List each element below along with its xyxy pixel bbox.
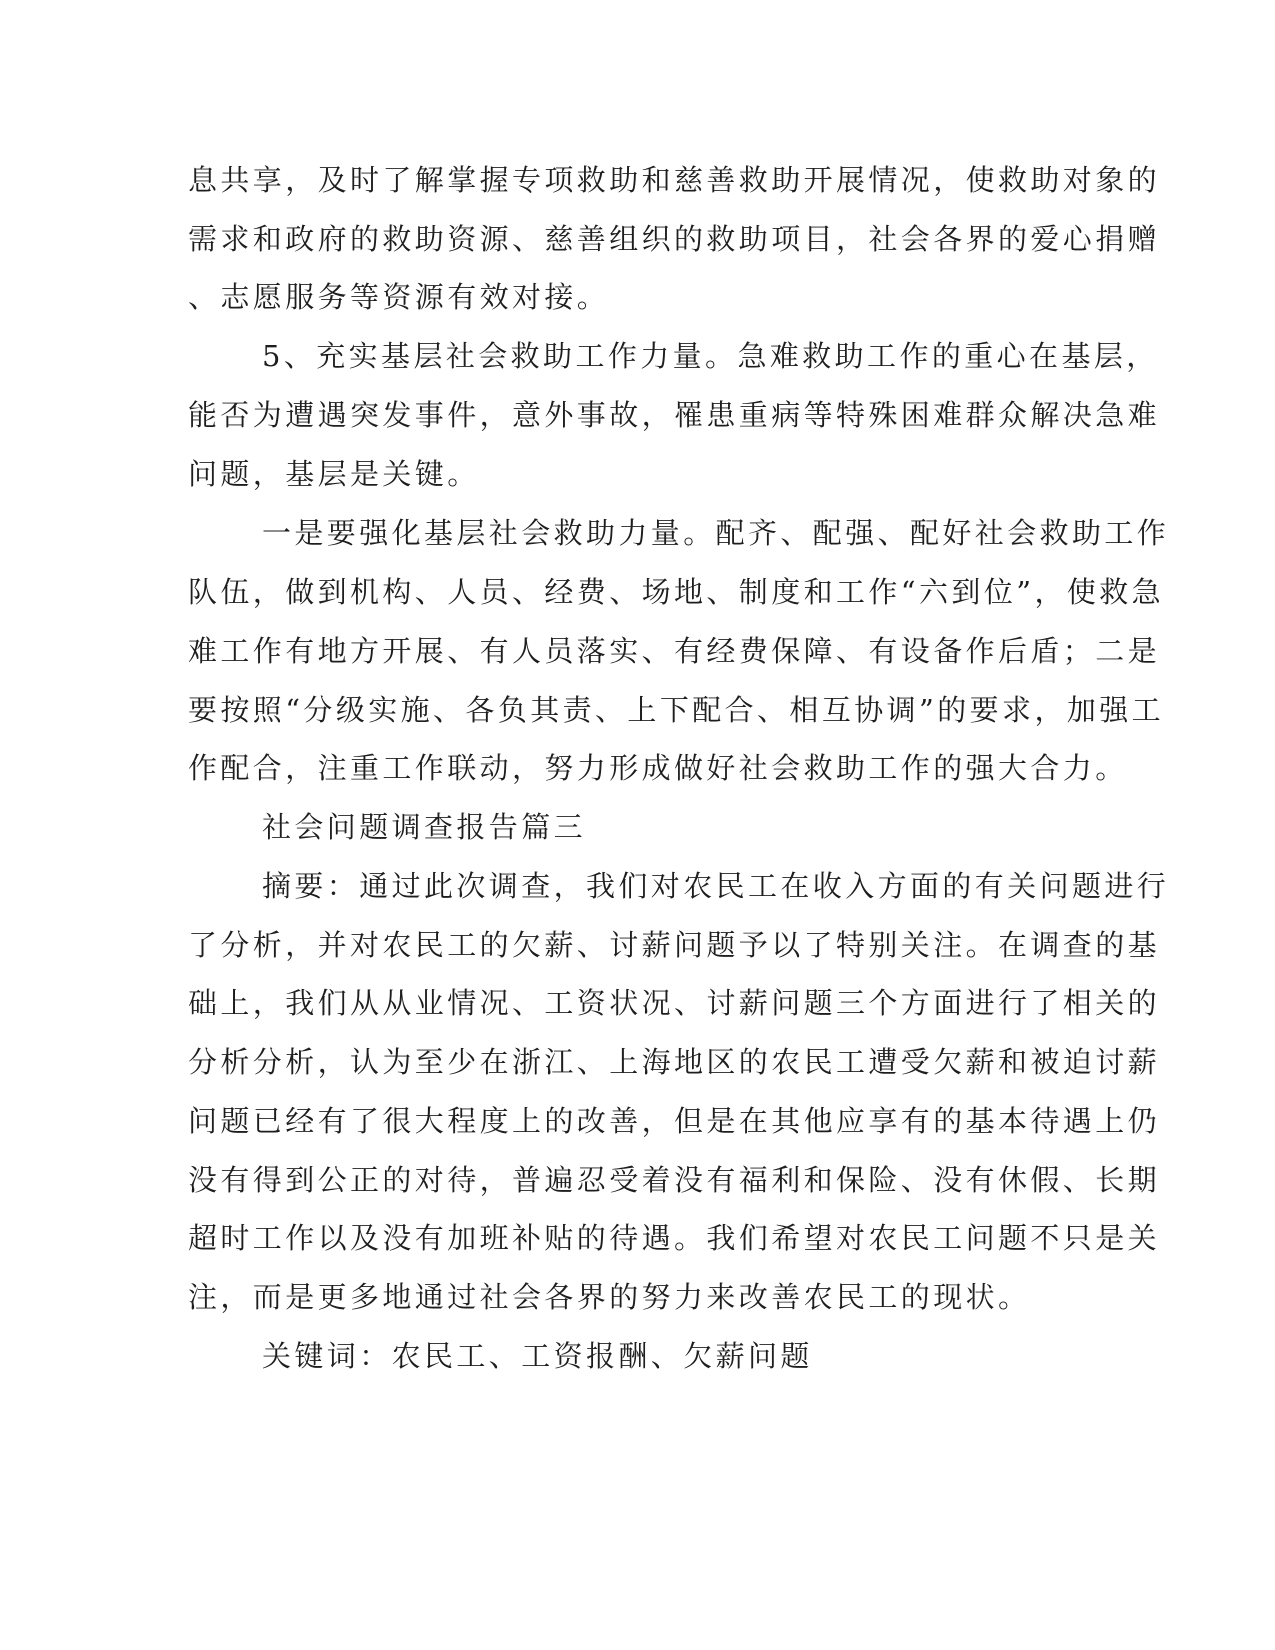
paragraph-5-heading: 5、充实基层社会救助工作力量。急难救助工作的重心在基层，	[262, 339, 1159, 373]
text-line: 、志愿服务等资源有效对接。	[188, 280, 610, 314]
text-line: 注，而是更多地通过社会各界的努力来改善农民工的现状。	[188, 1280, 1031, 1314]
keywords-line: 关键词：农民工、工资报酬、欠薪问题	[262, 1339, 813, 1373]
text-line: 需求和政府的救助资源、慈善组织的救助项目，社会各界的爱心捐赠	[188, 222, 1161, 256]
text-line: 队伍，做到机构、人员、经费、场地、制度和工作“六到位”，使救急	[188, 575, 1165, 609]
abstract-line: 摘要：通过此次调查，我们对农民工在收入方面的有关问题进行	[262, 869, 1170, 903]
text-line: 了分析，并对农民工的欠薪、讨薪问题予以了特别关注。在调查的基	[188, 928, 1161, 962]
text-line: 能否为遭遇突发事件，意外事故，罹患重病等特殊困难群众解决急难	[188, 398, 1161, 432]
text-line: 作配合，注重工作联动，努力形成做好社会救助工作的强大合力。	[188, 751, 1128, 785]
text-line: 问题，基层是关键。	[188, 457, 480, 491]
text-line: 没有得到公正的对待，普遍忍受着没有福利和保险、没有休假、长期	[188, 1163, 1161, 1197]
text-line: 息共享，及时了解掌握专项救助和慈善救助开展情况，使救助对象的	[188, 163, 1161, 197]
text-line: 要按照“分级实施、各负其责、上下配合、相互协调”的要求，加强工	[188, 693, 1165, 727]
text-line: 分析分析，认为至少在浙江、上海地区的农民工遭受欠薪和被迫讨薪	[188, 1045, 1161, 1079]
text-line: 一是要强化基层社会救助力量。配齐、配强、配好社会救助工作	[262, 516, 1170, 550]
text-line: 难工作有地方开展、有人员落实、有经费保障、有设备作后盾；二是	[188, 634, 1161, 668]
text-line: 超时工作以及没有加班补贴的待遇。我们希望对农民工问题不只是关	[188, 1221, 1161, 1255]
section-title: 社会问题调查报告篇三	[262, 810, 587, 844]
text-line: 础上，我们从从业情况、工资状况、讨薪问题三个方面进行了相关的	[188, 986, 1161, 1020]
text-line: 问题已经有了很大程度上的改善，但是在其他应享有的基本待遇上仍	[188, 1104, 1161, 1138]
